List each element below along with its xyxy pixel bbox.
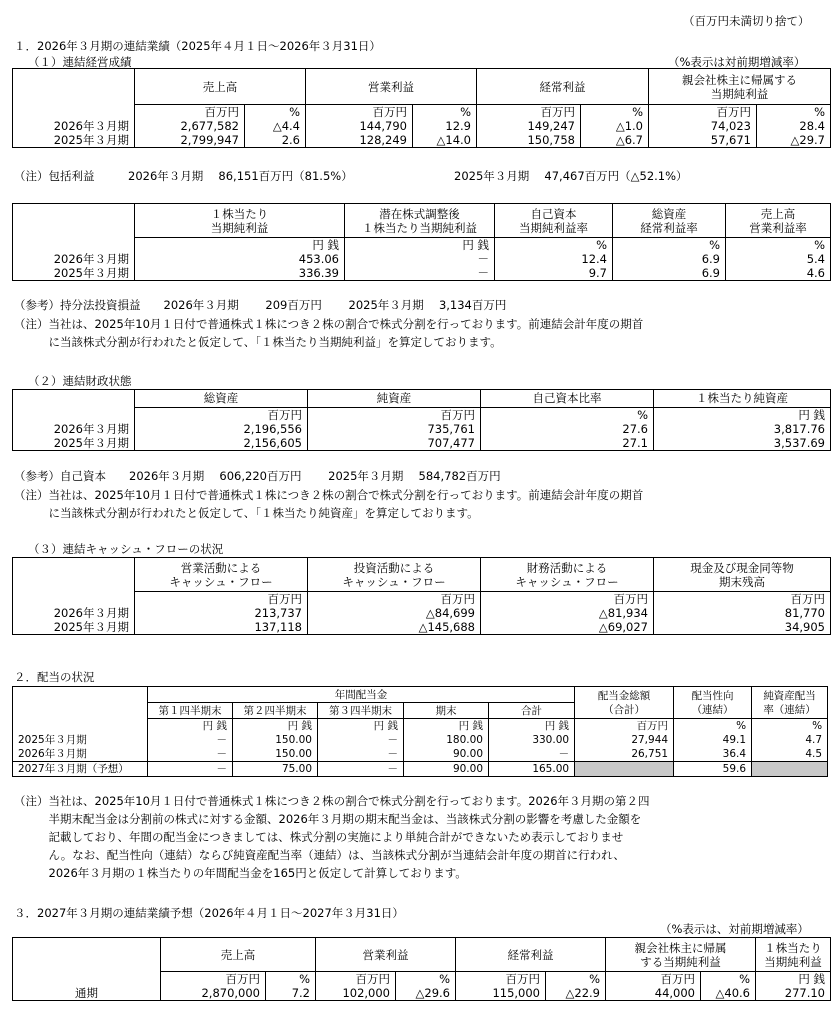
- section-2-title: ２．配当の状況: [14, 670, 95, 684]
- dividend-note: （注）当社は、2025年10月１日付で普通株式１株につき２株の割合で株式分割を行っております。2026年３月期の第２四 半期末配当金は分割前の株式に対する金額、2026年３月期の期末配当金は、当該株式分割の影響を考慮した金額を 記載しており、年間の配当金につきましては、株式分割の実施により単純合計ができないため表示しておりませ ん。なお、配当性向（連結）ならび純資産配当率（連結）は、当該株式分割が当連結会計年度の期首に行われ、 2026年３月期の１株当たりの年間配当金を165円と仮定して計算しております。: [14, 794, 650, 880]
- stock-split-note-eps: （注）当社は、2025年10月１日付で普通株式１株につき２株の割合で株式分割を行っております。前連結会計年度の期首 に当該株式分割が行われたと仮定して、「１株当たり当期純利益」を算定しております。: [14, 317, 644, 349]
- row-label: 2025年３月期: [13, 620, 135, 635]
- stock-split-note-bps: （注）当社は、2025年10月１日付で普通株式１株につき２株の割合で株式分割を行っております。前連結会計年度の期首 に当該株式分割が行われたと仮定して、「１株当たり純資産」を算定しております。: [14, 488, 644, 520]
- col-header: 自己資本比率: [481, 390, 654, 408]
- unit-cell: 百万円: [456, 972, 546, 987]
- unit-cell: 百万円: [308, 408, 481, 423]
- col-header: 自己資本 当期純利益率: [495, 204, 613, 238]
- value-cell: 707,477: [308, 436, 481, 451]
- row-label: 2026年３月期: [13, 119, 135, 133]
- value-cell: 144,790: [306, 119, 413, 133]
- unit-cell: 百万円: [606, 972, 701, 987]
- value-cell: 4.6: [726, 266, 831, 281]
- corner-cell: [13, 105, 135, 120]
- value-cell: 7.2: [266, 986, 316, 1001]
- value-cell: △4.4: [245, 119, 306, 133]
- table-row: [13, 436, 831, 451]
- col-header: 財務活動による キャッシュ・フロー: [481, 558, 654, 592]
- unit-cell: %: [752, 719, 828, 734]
- unit-cell: 百万円: [649, 105, 757, 120]
- unit-cell: 百万円: [654, 592, 831, 607]
- value-cell: 2.6: [245, 133, 306, 148]
- col-header: 総資産 経常利益率: [613, 204, 726, 238]
- value-cell: 27.1: [481, 436, 654, 451]
- value-cell: 3,817.76: [654, 422, 831, 436]
- corner-cell: [13, 719, 148, 734]
- col-header: 営業利益: [306, 69, 477, 105]
- unit-cell: 円 銭: [233, 719, 318, 734]
- value-cell: 150.00: [233, 747, 318, 762]
- row-label: 2026年３月期: [13, 252, 135, 266]
- value-cell: 2,196,556: [135, 422, 308, 436]
- value-cell: △145,688: [308, 620, 481, 635]
- unit-cell: 百万円: [477, 105, 581, 120]
- value-cell: 150.00: [233, 733, 318, 747]
- unit-cell: %: [581, 105, 649, 120]
- section-1-2-title: （２）連結財政状態: [28, 374, 132, 388]
- value-cell: 4.7: [752, 733, 828, 747]
- value-cell: 34,905: [654, 620, 831, 635]
- value-cell: 330.00: [489, 733, 575, 747]
- value-cell: 90.00: [404, 747, 489, 762]
- value-cell: 150,758: [477, 133, 581, 148]
- value-cell: △29.7: [757, 133, 831, 148]
- col-header: 営業活動による キャッシュ・フロー: [135, 558, 308, 592]
- row-label: 通期: [13, 986, 161, 1001]
- payout-ratio-header: 配当性向 （連結）: [674, 687, 752, 719]
- corner-cell: [13, 687, 148, 703]
- section-1-title: １．2026年３月期の連結業績（2025年４月１日～2026年３月31日）: [14, 39, 381, 53]
- corner-cell: [13, 69, 135, 105]
- table-row: [13, 133, 831, 148]
- value-cell: 6.9: [613, 266, 726, 281]
- unit-cell: %: [481, 408, 654, 423]
- table-row: [13, 620, 831, 635]
- value-cell: 213,737: [135, 606, 308, 620]
- unit-cell: %: [245, 105, 306, 120]
- col-header: 経常利益: [477, 69, 649, 105]
- value-cell: 28.4: [757, 119, 831, 133]
- table-row: [13, 986, 831, 1001]
- col-header: 売上高: [135, 69, 306, 105]
- table-row: [13, 119, 831, 133]
- corner-cell: [13, 558, 135, 592]
- col-header: 経常利益: [456, 938, 606, 972]
- unit-cell: %: [266, 972, 316, 987]
- shaded-cell: [575, 762, 674, 777]
- corner-cell: [13, 592, 135, 607]
- value-cell: 2,799,947: [135, 133, 245, 148]
- unit-cell: %: [495, 238, 613, 253]
- comprehensive-income-label: （注）包括利益: [14, 169, 95, 183]
- value-cell: 27.6: [481, 422, 654, 436]
- value-cell: 90.00: [404, 762, 489, 777]
- value-cell: 2,870,000: [161, 986, 266, 1001]
- table-row: [13, 266, 831, 281]
- value-cell: 3,537.69: [654, 436, 831, 451]
- own-capital-note: （参考）自己資本 2026年３月期 606,220百万円 2025年３月期 584,782百万円: [14, 469, 501, 483]
- unit-cell: %: [674, 719, 752, 734]
- value-cell: △29.6: [396, 986, 456, 1001]
- per-share-ratios-table: [12, 203, 831, 281]
- table-row: [13, 733, 828, 747]
- row-label: 2026年３月期: [13, 422, 135, 436]
- unit-cell: %: [396, 972, 456, 987]
- row-label: 2026年３月期: [13, 747, 148, 762]
- percent-note-forecast: （%表示は、対前期増減率）: [660, 922, 809, 936]
- value-cell: －: [489, 747, 575, 762]
- value-cell: 149,247: [477, 119, 581, 133]
- unit-cell: 円 銭: [756, 972, 831, 987]
- col-header: 売上高: [161, 938, 316, 972]
- value-cell: 2,677,582: [135, 119, 245, 133]
- col-header: １株当たり 当期純利益: [756, 938, 831, 972]
- unit-cell: 円 銭: [489, 719, 575, 734]
- doe-header: 純資産配当 率（連結）: [752, 687, 828, 719]
- value-cell: 336.39: [135, 266, 345, 281]
- col-header: 期末: [404, 703, 489, 719]
- value-cell: 27,944: [575, 733, 674, 747]
- value-cell: △1.0: [581, 119, 649, 133]
- unit-note: （百万円未満切り捨て）: [683, 14, 810, 28]
- value-cell: △6.7: [581, 133, 649, 148]
- corner-cell: [13, 938, 161, 972]
- row-label: 2025年３月期: [13, 733, 148, 747]
- value-cell: 44,000: [606, 986, 701, 1001]
- value-cell: 137,118: [135, 620, 308, 635]
- value-cell: 165.00: [489, 762, 575, 777]
- table-row-forecast: [13, 762, 828, 777]
- value-cell: 5.4: [726, 252, 831, 266]
- value-cell: 180.00: [404, 733, 489, 747]
- corner-cell: [13, 238, 135, 253]
- corner-cell: [13, 204, 135, 238]
- row-label: 2025年３月期: [13, 133, 135, 148]
- col-header: 売上高 営業利益率: [726, 204, 831, 238]
- col-header: 投資活動による キャッシュ・フロー: [308, 558, 481, 592]
- table-row: [13, 747, 828, 762]
- annual-dividend-header: 年間配当金: [148, 687, 575, 703]
- unit-cell: %: [757, 105, 831, 120]
- section-3-title: ３．2027年３月期の連結業績予想（2026年４月１日～2027年３月31日）: [14, 906, 404, 920]
- table-row: [13, 252, 831, 266]
- unit-cell: 円 銭: [654, 408, 831, 423]
- corner-cell: [13, 972, 161, 987]
- table-row: [13, 606, 831, 620]
- table-row: [13, 422, 831, 436]
- row-label: 2025年３月期: [13, 266, 135, 281]
- value-cell: 4.5: [752, 747, 828, 762]
- dividends-table: [12, 686, 828, 777]
- equity-method-note: （参考）持分法投資損益 2026年３月期 209百万円 2025年３月期 3,134百万円: [14, 298, 507, 312]
- value-cell: △81,934: [481, 606, 654, 620]
- unit-cell: %: [701, 972, 756, 987]
- corner-cell: [13, 390, 135, 408]
- value-cell: 453.06: [135, 252, 345, 266]
- percent-note: （%表示は対前期増減率）: [668, 55, 806, 69]
- value-cell: △40.6: [701, 986, 756, 1001]
- value-cell: 115,000: [456, 986, 546, 1001]
- col-header: 純資産: [308, 390, 481, 408]
- unit-cell: 円 銭: [318, 719, 404, 734]
- value-cell: 2,156,605: [135, 436, 308, 451]
- value-cell: △84,699: [308, 606, 481, 620]
- unit-cell: 百万円: [135, 408, 308, 423]
- unit-cell: 円 銭: [148, 719, 233, 734]
- value-cell: 75.00: [233, 762, 318, 777]
- corner-cell: [13, 703, 148, 719]
- value-cell: 128,249: [306, 133, 413, 148]
- col-header: 第３四半期末: [318, 703, 404, 719]
- unit-cell: %: [726, 238, 831, 253]
- operating-results-table: [12, 68, 831, 148]
- unit-cell: 百万円: [135, 105, 245, 120]
- col-header: 総資産: [135, 390, 308, 408]
- col-header: １株当たり純資産: [654, 390, 831, 408]
- value-cell: 74,023: [649, 119, 757, 133]
- unit-cell: %: [546, 972, 606, 987]
- value-cell: －: [345, 252, 495, 266]
- value-cell: 36.4: [674, 747, 752, 762]
- value-cell: 12.4: [495, 252, 613, 266]
- cash-flow-table: [12, 557, 831, 635]
- unit-cell: 百万円: [306, 105, 413, 120]
- financial-position-table: [12, 389, 831, 451]
- value-cell: －: [148, 747, 233, 762]
- col-header: 合計: [489, 703, 575, 719]
- value-cell: －: [318, 762, 404, 777]
- unit-cell: 百万円: [316, 972, 396, 987]
- value-cell: 81,770: [654, 606, 831, 620]
- value-cell: △14.0: [413, 133, 477, 148]
- unit-cell: 百万円: [575, 719, 674, 734]
- value-cell: 49.1: [674, 733, 752, 747]
- unit-cell: 円 銭: [345, 238, 495, 253]
- col-header: 親会社株主に帰属 する当期純利益: [606, 938, 756, 972]
- unit-cell: 円 銭: [404, 719, 489, 734]
- value-cell: －: [345, 266, 495, 281]
- value-cell: 735,761: [308, 422, 481, 436]
- value-cell: △22.9: [546, 986, 606, 1001]
- comprehensive-income-prior: 2025年３月期 47,467百万円（△52.1%）: [454, 169, 688, 183]
- value-cell: 57,671: [649, 133, 757, 148]
- col-header: 第１四半期末: [148, 703, 233, 719]
- unit-cell: 百万円: [161, 972, 266, 987]
- unit-cell: 百万円: [308, 592, 481, 607]
- row-label: 2025年３月期: [13, 436, 135, 451]
- value-cell: －: [148, 762, 233, 777]
- value-cell: 277.10: [756, 986, 831, 1001]
- value-cell: －: [148, 733, 233, 747]
- col-header: １株当たり 当期純利益: [135, 204, 345, 238]
- section-1-1-title: （１）連結経営成績: [28, 55, 132, 69]
- row-label: 2026年３月期: [13, 606, 135, 620]
- col-header: 親会社株主に帰属する 当期純利益: [649, 69, 831, 105]
- col-header: 潜在株式調整後 １株当たり当期純利益: [345, 204, 495, 238]
- unit-cell: 円 銭: [135, 238, 345, 253]
- total-dividend-header: 配当金総額 （合計）: [575, 687, 674, 719]
- unit-cell: %: [613, 238, 726, 253]
- value-cell: 9.7: [495, 266, 613, 281]
- col-header: 現金及び現金同等物 期末残高: [654, 558, 831, 592]
- corner-cell: [13, 408, 135, 423]
- comprehensive-income-current: 2026年３月期 86,151百万円（81.5%）: [128, 169, 353, 183]
- unit-cell: 百万円: [481, 592, 654, 607]
- forecast-table: [12, 937, 831, 1001]
- value-cell: 6.9: [613, 252, 726, 266]
- value-cell: 59.6: [674, 762, 752, 777]
- value-cell: 26,751: [575, 747, 674, 762]
- col-header: 第２四半期末: [233, 703, 318, 719]
- value-cell: △69,027: [481, 620, 654, 635]
- value-cell: －: [318, 733, 404, 747]
- unit-cell: 百万円: [135, 592, 308, 607]
- shaded-cell: [752, 762, 828, 777]
- value-cell: 102,000: [316, 986, 396, 1001]
- unit-cell: %: [413, 105, 477, 120]
- section-1-3-title: （３）連結キャッシュ・フローの状況: [28, 542, 224, 556]
- col-header: 営業利益: [316, 938, 456, 972]
- value-cell: 12.9: [413, 119, 477, 133]
- row-label: 2027年３月期（予想）: [13, 762, 148, 777]
- value-cell: －: [318, 747, 404, 762]
